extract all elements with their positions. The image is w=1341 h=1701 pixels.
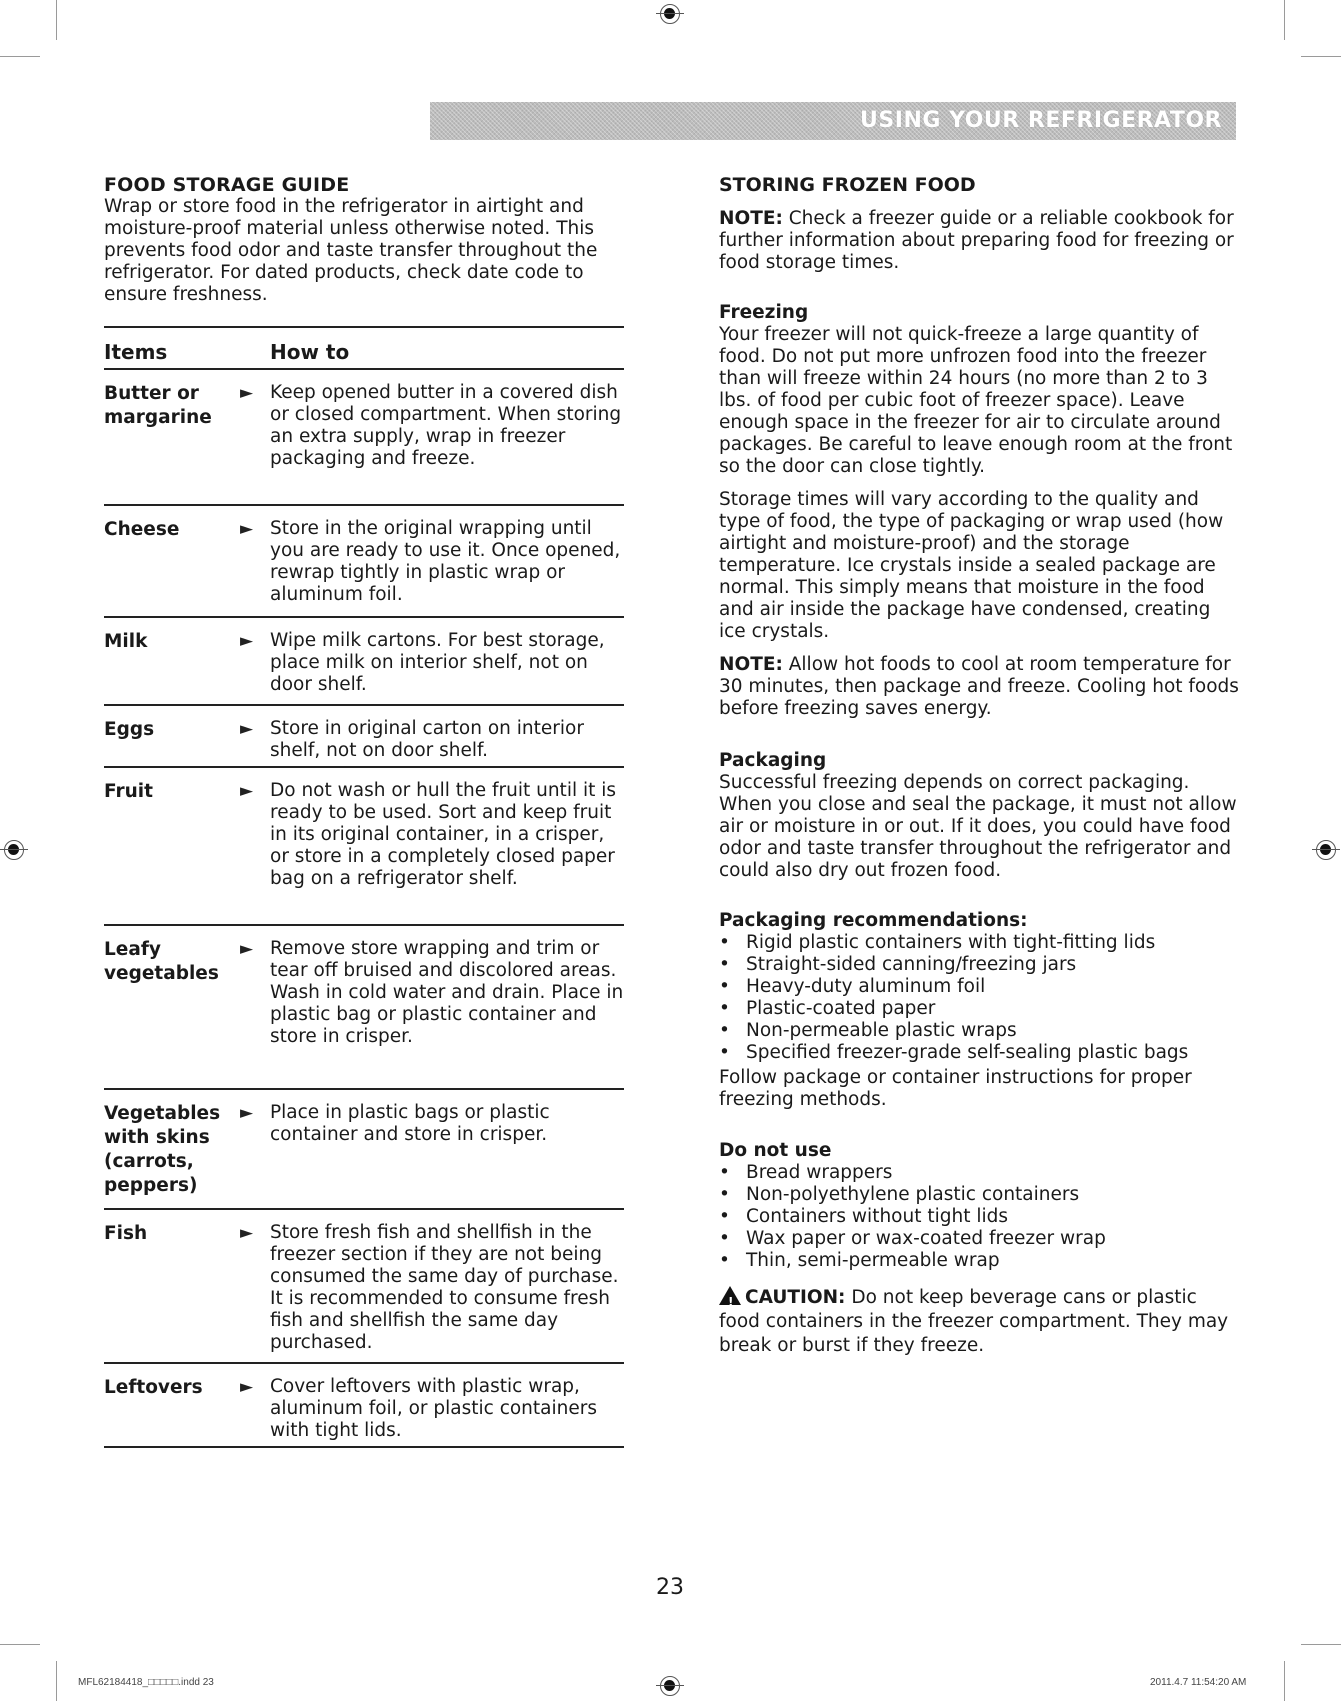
row-item: Fish — [104, 1223, 148, 1244]
do-not-use-list — [719, 1162, 1239, 1272]
row-howto — [240, 1222, 624, 1354]
list-item: • Plastic-coated paper — [719, 998, 1239, 1020]
column-header-items: Items — [104, 340, 168, 364]
row-howto — [240, 518, 624, 606]
row-howto — [240, 1102, 624, 1146]
right-triangle-arrow-icon: ► — [240, 719, 254, 739]
row-howto-text: Wipe milk cartons. For best storage, place milk on interior shelf, not on door shelf. — [270, 630, 605, 695]
right-triangle-arrow-icon: ► — [240, 781, 254, 801]
section-title: USING YOUR REFRIGERATOR — [860, 108, 1222, 133]
row-item: Cheese — [104, 519, 180, 540]
row-item: Leafy vegetables — [104, 939, 219, 984]
freezing-title: Freezing — [719, 302, 809, 323]
section-header-band — [430, 102, 1236, 140]
row-howto — [240, 382, 624, 470]
table-row — [104, 506, 624, 618]
row-howto — [240, 1376, 624, 1442]
crop-mark-right-bottom — [1301, 1644, 1341, 1645]
table-row — [104, 926, 624, 1090]
note-freezer-guide — [719, 208, 1239, 274]
row-item: Vegetables with skins (carrots, peppers) — [104, 1103, 221, 1196]
crop-mark-top-left — [56, 0, 57, 40]
list-item: • Containers without tight lids — [719, 1206, 1239, 1228]
table-row — [104, 618, 624, 706]
row-howto — [240, 780, 624, 890]
right-triangle-arrow-icon: ► — [240, 1223, 254, 1243]
column-header-howto: How to — [270, 340, 350, 364]
note-cooling — [719, 654, 1239, 720]
recommendations-title: Packaging recommendations: — [719, 910, 1028, 931]
packaging-paragraph: Successful freezing depends on correct packaging. When you close and seal the package, it must not allow air or moisture in or out. If it does, you could have food odor and taste transfer throughout the refrigerator and could also dry out frozen food. — [719, 772, 1237, 881]
warning-triangle-icon — [719, 1286, 741, 1305]
table-row — [104, 706, 624, 768]
table-row — [104, 1364, 624, 1448]
registration-mark-icon — [1316, 840, 1336, 860]
freezing-section — [719, 302, 1239, 720]
packaging-section — [719, 750, 1239, 882]
table-header — [104, 326, 624, 370]
table-row — [104, 370, 624, 506]
storage-table — [104, 326, 624, 1448]
table-row — [104, 1210, 624, 1364]
row-item: Butter or margarine — [104, 383, 212, 428]
right-triangle-arrow-icon: ► — [240, 939, 254, 959]
registration-mark-icon — [660, 1676, 680, 1696]
note-text: Allow hot foods to cool at room temperature for 30 minutes, then package and freeze. Cooling hot foods before freezing saves energy. — [719, 654, 1239, 719]
crop-mark-right-top — [1301, 56, 1341, 57]
row-item: Leftovers — [104, 1377, 203, 1398]
caution-block — [719, 1284, 1239, 1358]
list-item: • Rigid plastic containers with tight-fitting lids — [719, 932, 1239, 954]
row-howto — [240, 938, 624, 1048]
do-not-use-title: Do not use — [719, 1140, 832, 1161]
list-item: • Thin, semi-permeable wrap — [719, 1250, 1239, 1272]
row-item: Eggs — [104, 719, 155, 740]
row-howto — [240, 630, 624, 696]
table-row — [104, 1090, 624, 1210]
list-item: • Heavy-duty aluminum foil — [719, 976, 1239, 998]
packaging-title: Packaging — [719, 750, 827, 771]
row-howto-text: Remove store wrapping and trim or tear off bruised and discolored areas. Wash in cold water and drain. Place in plastic bag or plastic container and store in crisper. — [270, 938, 624, 1047]
freezing-paragraph-1: Your freezer will not quick-freeze a large quantity of food. Do not put more unfrozen food into the freezer than will freeze within 24 hours (no more than 2 to 3 lbs. of food per cubic foot of freezer space). Leave enough space in the freezer for air to circulate around packages. Be careful to leave enough room at the front so the door can close tightly. — [719, 324, 1233, 477]
do-not-use-section — [719, 1140, 1239, 1272]
row-howto-text: Store in original carton on interior shelf, not on door shelf. — [270, 718, 584, 761]
registration-mark-icon — [4, 840, 24, 860]
food-storage-intro: Wrap or store food in the refrigerator in airtight and moisture-proof material unless otherwise noted. This prevents food odor and taste transfer throughout the refrigerator. For dated products, check date code to ensure freshness. — [104, 196, 598, 305]
crop-mark-bottom-left — [56, 1661, 57, 1701]
crop-mark-bottom-right — [1284, 1661, 1285, 1701]
page-number: 23 — [656, 1575, 684, 1600]
caution-label: CAUTION: — [745, 1287, 846, 1308]
freezing-paragraph-2: Storage times will vary according to the quality and type of food, the type of packaging or wrap used (how airtight and moisture-proof) and the storage temperature. Ice crystals inside a sealed package are normal. This simply means that moisture in the food and air inside the package have condensed, creating ice crystals. — [719, 489, 1224, 642]
list-item: • Straight-sided canning/freezing jars — [719, 954, 1239, 976]
note-label: NOTE: — [719, 208, 783, 229]
row-howto-text: Store fresh fish and shellfish in the freezer section if they are not being consumed the same day of purchase. It is recommended to consume fresh fish and shellfish the same day purchased. — [270, 1222, 619, 1353]
row-howto-text: Cover leftovers with plastic wrap, aluminum foil, or plastic containers with tight lids. — [270, 1376, 597, 1441]
recommendations-follow: Follow package or container instructions for proper freezing methods. — [719, 1067, 1192, 1110]
row-item: Fruit — [104, 781, 153, 802]
footer-filename: MFL62184418_□□□□□.indd 23 — [78, 1677, 214, 1688]
food-storage-title: FOOD STORAGE GUIDE — [104, 174, 350, 196]
footer-timestamp: 2011.4.7 11:54:20 AM — [1150, 1677, 1247, 1688]
note-label: NOTE: — [719, 654, 783, 675]
right-triangle-arrow-icon: ► — [240, 1103, 254, 1123]
list-item: • Bread wrappers — [719, 1162, 1239, 1184]
packaging-recommendations — [719, 910, 1239, 1111]
storing-frozen-food — [719, 174, 1239, 274]
list-item: • Specified freezer-grade self-sealing plastic bags — [719, 1042, 1239, 1064]
list-item: • Non-permeable plastic wraps — [719, 1020, 1239, 1042]
crop-mark-top-right — [1284, 0, 1285, 40]
recommendations-list — [719, 932, 1239, 1064]
list-item: • Non-polyethylene plastic containers — [719, 1184, 1239, 1206]
registration-mark-icon — [660, 4, 680, 24]
row-howto — [240, 718, 624, 762]
frozen-food-title: STORING FROZEN FOOD — [719, 174, 976, 196]
row-item: Milk — [104, 631, 148, 652]
right-triangle-arrow-icon: ► — [240, 1377, 254, 1397]
row-howto-text: Place in plastic bags or plastic container and store in crisper. — [270, 1102, 550, 1145]
list-item: • Wax paper or wax-coated freezer wrap — [719, 1228, 1239, 1250]
row-howto-text: Store in the original wrapping until you are ready to use it. Once opened, rewrap tightly in plastic wrap or aluminum foil. — [270, 518, 621, 605]
row-howto-text: Keep opened butter in a covered dish or closed compartment. When storing an extra supply, wrap in freezer packaging and freeze. — [270, 382, 622, 469]
table-row — [104, 768, 624, 926]
right-triangle-arrow-icon: ► — [240, 383, 254, 403]
crop-mark-left-top — [0, 56, 40, 57]
right-triangle-arrow-icon: ► — [240, 519, 254, 539]
crop-mark-left-bottom — [0, 1644, 40, 1645]
right-triangle-arrow-icon: ► — [240, 631, 254, 651]
row-howto-text: Do not wash or hull the fruit until it is ready to be used. Sort and keep fruit in its original container, in a crisper, or store in a completely closed paper bag on a refrigerator shelf. — [270, 780, 617, 889]
food-storage-guide — [104, 174, 624, 306]
caution-text: Do not keep beverage cans or plastic food containers in the freezer compartment. They may break or burst if they freeze. — [719, 1287, 1229, 1356]
note-text: Check a freezer guide or a reliable cookbook for further information about preparing food for freezing or food storage times. — [719, 208, 1234, 273]
caution-text-block — [719, 1284, 1239, 1358]
